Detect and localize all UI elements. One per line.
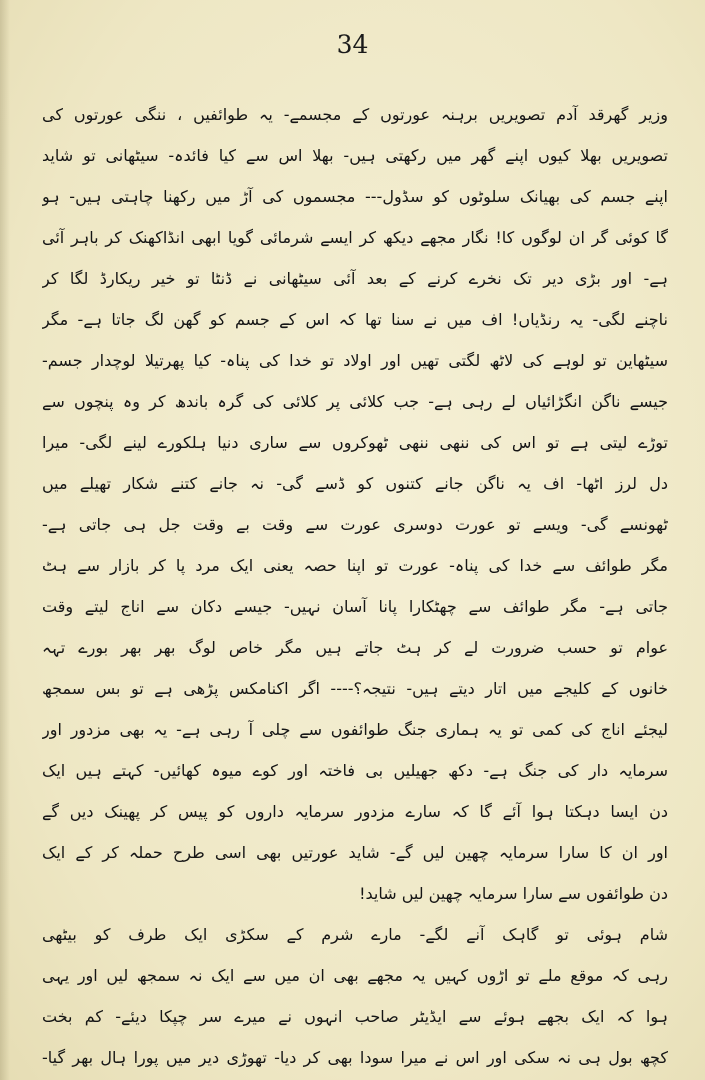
text-line-3: اپنے جسم کی بھیانک سلوٹوں کو سڈول--- مجسموں کی آڑ میں رکھنا چاہتی ہیں- ہو xyxy=(42,187,668,206)
text-line-9: توڑے لیتی ہے تو اس کی ننھی ننھی ٹھوکروں سے ساری دنیا ہلکورے لینے لگی- میرا xyxy=(42,433,668,452)
text-line-1: وزیر گھرقد آدم تصویریں برہنہ عورتوں کے مجسمے- یہ طوائفیں ، ننگی عورتوں کی xyxy=(42,105,668,124)
page-number: 34 xyxy=(336,30,369,59)
text-line-18: دن ایسا دہکتا ہوا آئے گا کہ سارے مزدور سرمایہ داروں کو پیس کر پھینک دیں گے xyxy=(42,802,668,821)
text-line-8: جیسے ناگن انگڑائیاں لے رہی ہے- جب کلائی پر کلائی کی گرہ باندھ کر وہ پنچوں سے xyxy=(42,392,668,411)
text-line-6: ناچنے لگی- یہ رنڈیاں! اف میں نے سنا تھا کہ اس کے جسم کو گھن لگ جاتا ہے- مگر xyxy=(42,310,668,329)
text-line-4: گا کوئی گر ان لوگوں کا! نگار مجھے دیکھ کر ایسے شرمائی گویا ابھی انڈاکھنک کر باہر آئی xyxy=(42,228,668,247)
text-line-22: رہی کہ موقع ملے تو اڑوں کہیں یہ مجھے بھی ان میں سے ایک نہ سمجھ لیں اور یہی xyxy=(42,966,668,985)
text-line-5: ہے- اور بڑی دیر تک نخرے کرنے کے بعد آئی سیٹھانی نے ڈنٹا تو خیر ریکارڈ لگا کر xyxy=(42,269,668,288)
urdu-text-body xyxy=(42,94,668,1078)
text-line-21: شام ہوئی تو گاہک آنے لگے- مارے شرم کے سکڑی ایک طرف کو بیٹھی xyxy=(42,925,668,944)
text-line-13: جاتی ہے- مگر طوائف سے چھٹکارا پانا آسان نہیں- جیسے دکان سے اناج لیتے وقت xyxy=(42,597,668,616)
text-line-16: لیجئے اناج کی کمی تو یہ ہماری جنگ طوائفوں سے چلی آ رہی ہے- یہ بھی مزدور اور xyxy=(42,720,668,739)
text-line-12: مگر طوائف سے خدا کی پناہ- عورت تو اپنا حصہ یعنی ایک مرد پا کر بازار سے ہٹ xyxy=(42,556,668,575)
text-line-20: دن طوائفوں سے سارا سرمایہ چھین لیں شاید! xyxy=(359,884,668,903)
text-line-7: سیٹھاین تو لوہے کی لاٹھ لگتی تھیں اور اولاد تو خدا کی پناہ- کیا پھرتیلا لوچدار جسم- xyxy=(42,351,668,370)
text-line-11: ٹھونسے گی- ویسے تو عورت دوسری عورت سے وقت بے وقت جل ہی جاتی ہے- xyxy=(42,515,668,534)
text-line-17: سرمایہ دار کی جنگ ہے- دکھ جھیلیں بی فاختہ اور کوے میوہ کھائیں- کہتے ہیں ایک xyxy=(42,761,668,780)
text-line-2: تصویریں بھلا کیوں اپنے گھر میں رکھتی ہیں- بھلا اس سے کیا فائدہ- سیٹھانی تو شاید xyxy=(42,146,668,165)
text-line-10: دل لرز اٹھا- اف یہ ناگن جانے کتنوں کو ڈسے گی- نہ جانے کتنے شکار تھیلے میں xyxy=(42,474,668,493)
text-line-23: ہوا کہ ایک بجھے ہوئے سے ایڈیٹر صاحب انہوں نے میرے سر چپکا دیئے- کم بخت xyxy=(42,1007,668,1026)
text-line-19: اور ان کا سارا سرمایہ چھین لیں گے- شاید عورتیں بھی اسی طرح حملہ کر کے ایک xyxy=(42,843,668,862)
text-line-14: عوام تو حسب ضرورت لے کر ہٹ جاتے ہیں مگر خاص لوگ بھر بھر بورے تہہ xyxy=(42,638,668,657)
text-line-24: کچھ بول ہی نہ سکی اور اس نے میرا سودا بھی کر دیا- تھوڑی دیر میں پورا ہال بھر گیا- xyxy=(42,1048,668,1067)
text-line-15: خانوں کے کلیجے میں اتار دیتے ہیں- نتیجہ؟---- اگر اکنامکس پڑھی ہے تو بس سمجھ xyxy=(42,679,668,698)
